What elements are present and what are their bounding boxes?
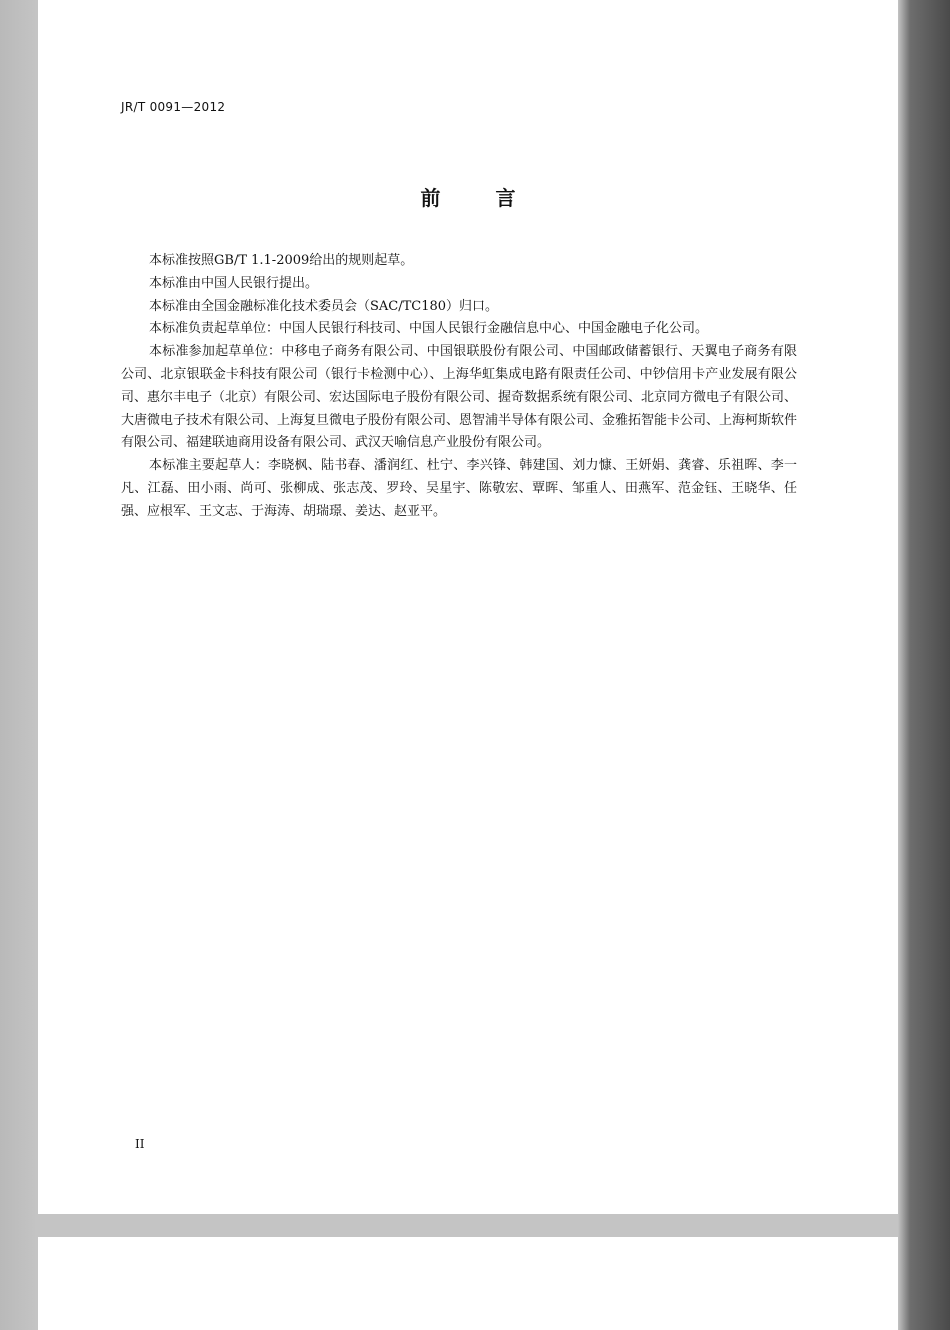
paragraph-main-drafters: 本标准主要起草人：李晓枫、陆书春、潘润红、杜宁、李兴锋、韩建国、刘力慷、王妍娟、龚睿、乐祖晖、李一凡、江磊、田小雨、尚可、张柳成、张志茂、罗玲、吴星宇、陈敬宏、覃晖、邹重人、田燕军、范金钰、王晓华、任强、应根军、王文志、于海涛、胡瑞璟、姜达、赵亚平。 xyxy=(121,458,797,519)
next-page xyxy=(38,1237,898,1330)
document-page xyxy=(38,0,898,1214)
foreword-body xyxy=(121,250,797,524)
standard-code: JR/T 0091—2012 xyxy=(121,100,226,114)
paragraph-participating-drafters: 本标准参加起草单位：中移电子商务有限公司、中国银联股份有限公司、中国邮政储蓄银行、天翼电子商务有限公司、北京银联金卡科技有限公司（银行卡检测中心）、上海华虹集成电路有限责任公司、中钞信用卡产业发展有限公司、惠尔丰电子（北京）有限公司、宏达国际电子股份有限公司、握奇数据系统有限公司、北京同方微电子有限公司、大唐微电子技术有限公司、上海复旦微电子股份有限公司、恩智浦半导体有限公司、金雅拓智能卡公司、上海柯斯软件有限公司、福建联迪商用设备有限公司、武汉天喻信息产业股份有限公司。 xyxy=(121,344,798,451)
paragraph-proposer: 本标准由中国人民银行提出。 xyxy=(149,275,319,291)
page-title: 前 言 xyxy=(420,186,540,210)
paragraph-lead-drafters: 本标准负责起草单位：中国人民银行科技司、中国人民银行金融信息中心、中国金融电子化公司。 xyxy=(149,321,709,337)
page-number: II xyxy=(135,1137,145,1151)
paragraph-drafting-rules: 本标准按照GB/T 1.1-2009给出的规则起草。 xyxy=(149,253,414,268)
paragraph-administrator: 本标准由全国金融标准化技术委员会（SAC/TC180）归口。 xyxy=(149,298,499,314)
